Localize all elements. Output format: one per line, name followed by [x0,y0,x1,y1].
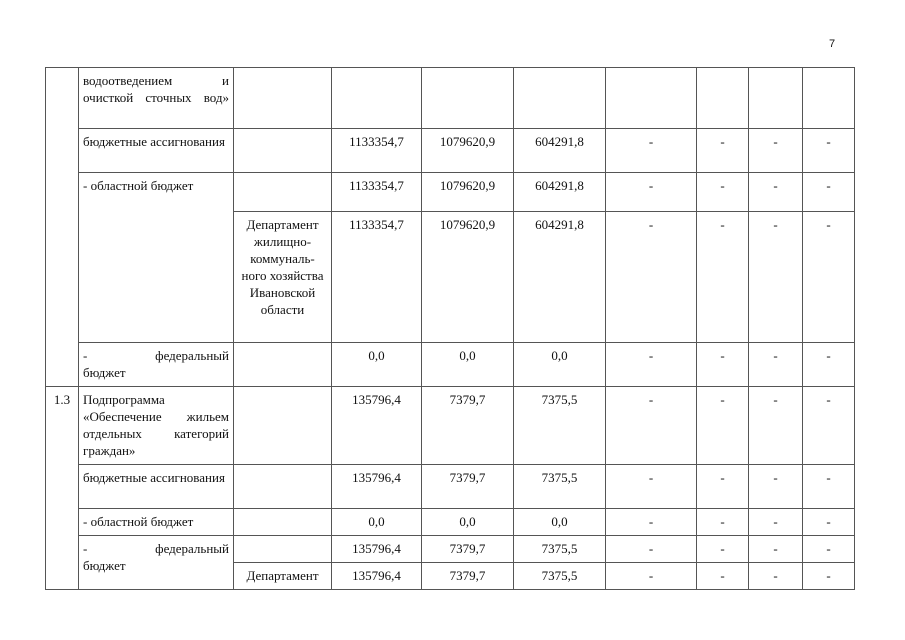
value-cell: - [803,212,855,343]
row-number-cell [46,68,79,387]
value-cell: 1079620,9 [422,129,514,173]
executor-cell [234,536,332,563]
value-cell: - [749,387,803,465]
value-cell: 604291,8 [514,129,606,173]
executor-cell [234,343,332,387]
value-cell: 7379,7 [422,465,514,509]
table-row [46,343,855,387]
value-cell: 7379,7 [422,563,514,590]
value-cell: 0,0 [332,509,422,536]
value-cell: - [803,509,855,536]
table-row [46,465,855,509]
table-row [46,129,855,173]
program-name-cell: - областной бюджет [79,173,234,343]
value-cell: - [749,212,803,343]
value-cell: - [803,173,855,212]
value-cell: - [606,509,697,536]
word-text: бюджет [83,365,126,380]
budget-table [45,67,855,590]
value-cell: - [697,465,749,509]
value-cell [606,68,697,129]
program-name-cell: - областной бюджет [79,509,234,536]
value-cell: - [697,212,749,343]
federal-budget-label [83,540,229,574]
executor-cell [234,129,332,173]
value-cell: - [606,563,697,590]
page-number: 7 [829,38,836,50]
value-cell [749,68,803,129]
value-cell: 135796,4 [332,387,422,465]
table-row [46,173,855,212]
value-cell: 1079620,9 [422,212,514,343]
word-text: федеральный [155,348,229,363]
value-cell: 0,0 [332,343,422,387]
value-cell: - [749,536,803,563]
executor-cell [234,465,332,509]
value-cell: - [697,509,749,536]
value-cell: - [697,129,749,173]
value-cell: - [749,129,803,173]
dash-text: - [83,348,88,363]
dash-text: - [83,541,88,556]
value-cell: - [803,343,855,387]
program-name-cell: водоотведением и очисткой сточных вод» [79,68,234,129]
value-cell: 604291,8 [514,212,606,343]
value-cell: 1079620,9 [422,173,514,212]
table-row [46,509,855,536]
value-cell: 135796,4 [332,563,422,590]
value-cell: - [697,563,749,590]
value-cell: 7375,5 [514,465,606,509]
value-cell: 604291,8 [514,173,606,212]
executor-cell: Департамент жилищно-коммуналь-ного хозяйства Ивановской области [234,212,332,343]
value-cell: 135796,4 [332,536,422,563]
value-cell: - [606,343,697,387]
value-cell: - [803,563,855,590]
value-cell: - [606,129,697,173]
program-name-cell: бюджетные ассигнования [79,129,234,173]
value-cell: 7379,7 [422,387,514,465]
value-cell: 135796,4 [332,465,422,509]
table-row [46,536,855,563]
value-cell: - [697,343,749,387]
value-cell: - [697,173,749,212]
value-cell: - [803,536,855,563]
value-cell: - [606,173,697,212]
value-cell: - [606,536,697,563]
value-cell: - [749,343,803,387]
value-cell [514,68,606,129]
executor-cell: Департамент [234,563,332,590]
executor-cell [234,387,332,465]
table-row [46,68,855,129]
value-cell: 7375,5 [514,563,606,590]
value-cell: 1133354,7 [332,173,422,212]
value-cell: - [749,563,803,590]
value-cell [422,68,514,129]
value-cell [332,68,422,129]
value-cell: 0,0 [422,343,514,387]
value-cell: - [749,173,803,212]
value-cell: 7375,5 [514,536,606,563]
federal-budget-label [83,347,229,381]
executor-cell [234,509,332,536]
executor-cell [234,173,332,212]
value-cell: 0,0 [514,509,606,536]
value-cell: 0,0 [422,509,514,536]
program-name-cell [79,343,234,387]
value-cell: 1133354,7 [332,129,422,173]
word-text: бюджет [83,558,126,573]
value-cell: - [803,465,855,509]
program-name-cell [79,536,234,590]
value-cell: - [749,509,803,536]
executor-cell [234,68,332,129]
value-cell [803,68,855,129]
value-cell: - [606,465,697,509]
value-cell: 7379,7 [422,536,514,563]
value-cell: - [606,387,697,465]
value-cell: - [803,387,855,465]
program-name-cell: бюджетные ассигнования [79,465,234,509]
value-cell: - [697,536,749,563]
program-name-cell: Подпрограмма «Обеспечение жильем отдельных категорий граждан» [79,387,234,465]
value-cell: - [697,387,749,465]
table-row [46,387,855,465]
value-cell: - [803,129,855,173]
value-cell [697,68,749,129]
value-cell: - [606,212,697,343]
value-cell: - [749,465,803,509]
word-text: федеральный [155,541,229,556]
value-cell: 1133354,7 [332,212,422,343]
row-number-cell: 1.3 [46,387,79,590]
value-cell: 7375,5 [514,387,606,465]
value-cell: 0,0 [514,343,606,387]
